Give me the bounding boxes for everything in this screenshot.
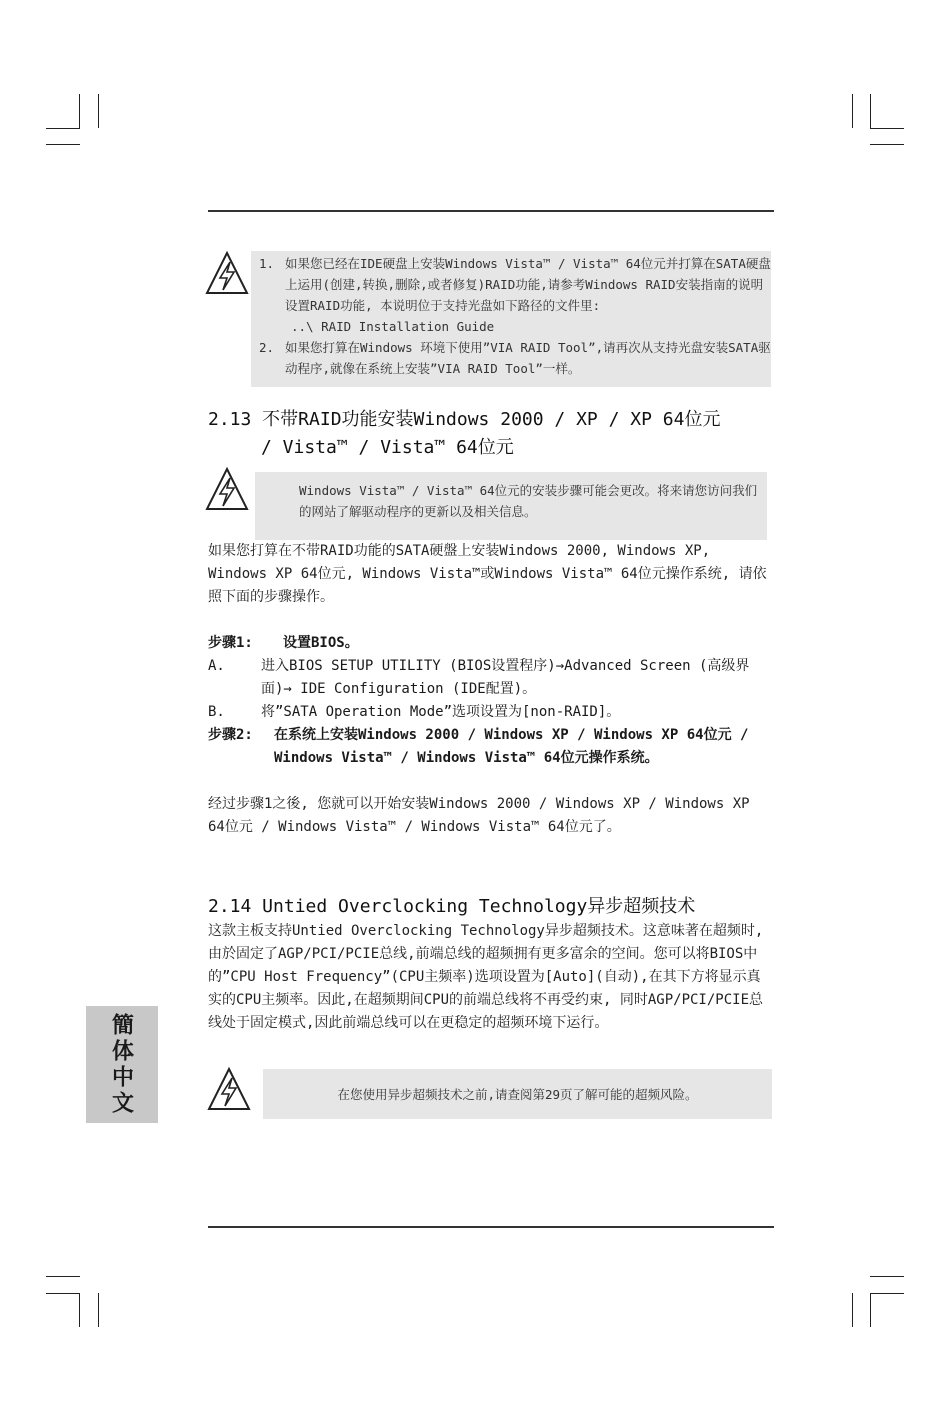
language-tab	[86, 1006, 158, 1123]
crop-mark	[46, 128, 80, 129]
crop-mark	[870, 1293, 871, 1327]
overclock-paragraph: 这款主板支持Untied Overclocking Technology异步超频技术。这意味著在超频时,由於固定了AGP/PCI/PCIE总线,前端总线的超频拥有更多富余的空间。您可以将BIOS中的”CPU Host Frequency”(CPU主频率)选项设置为[Auto](自动),在其下方将显示真实的CPU主频率。因此,在超频期间CPU的前端总线将不再受约束, 同时AGP/PCI/PCIE总线处于固定模式,因此前端总线可以在更稳定的超频环境下运行。	[208, 923, 764, 1031]
warning-icon	[204, 466, 250, 514]
intro-paragraph: 如果您打算在不带RAID功能的SATA硬盤上安装Windows 2000, Windows XP, Windows XP 64位元, Windows Vista™或Windows Vista™ 64位元操作系统, 请依照下面的步骤操作。	[208, 543, 767, 605]
after-step-paragraph: 经过步骤1之後, 您就可以开始安装Windows 2000 / Windows XP / Windows XP 64位元 / Windows Vista™ / Windows Vista™ 64位元了。	[208, 796, 750, 835]
crop-mark	[852, 94, 853, 128]
language-tab-label: 簡体中文	[108, 1012, 135, 1117]
crop-mark	[852, 1293, 853, 1327]
vista-note	[255, 472, 767, 540]
step-label: B.	[208, 704, 225, 720]
section-title-line: / Vista™ / Vista™ 64位元	[261, 437, 514, 458]
note-item-text: 如果您打算在Windows 环境下使用”VIA RAID Tool”,请再次从支持光盘安装SATA驱动程序,就像在系统上安装”VIA RAID Tool”一样。	[285, 340, 771, 376]
step-label: A.	[208, 658, 225, 674]
crop-mark	[870, 128, 904, 129]
step-text: 将”SATA Operation Mode”选项设置为[non-RAID]。	[261, 704, 621, 720]
crop-mark	[46, 1276, 80, 1277]
warning-icon	[204, 250, 250, 298]
raid-guide-path: ..\ RAID Installation Guide	[291, 319, 495, 334]
note-item-number: 2.	[259, 340, 275, 355]
header-rule	[208, 210, 774, 212]
note-item-number: 1.	[259, 256, 275, 271]
crop-mark	[870, 1276, 904, 1277]
section-title	[208, 406, 774, 462]
overclock-note	[263, 1069, 772, 1119]
note-item	[251, 253, 771, 337]
step-label: 步骤1:	[208, 635, 253, 651]
note-item	[251, 337, 771, 379]
crop-mark	[870, 94, 871, 128]
section-title: 2.14 Untied Overclocking Technology异步超频技术	[208, 896, 696, 917]
step-a	[208, 655, 774, 701]
step-text: 进入BIOS SETUP UTILITY (BIOS设置程序)→Advanced Screen (高级界面)→ IDE Configuration (IDE配置)。	[261, 658, 750, 697]
crop-mark	[98, 94, 99, 128]
crop-mark	[46, 144, 80, 145]
overclock-note-text: 在您使用异步超频技术之前,请查阅第29页了解可能的超频风险。	[337, 1086, 698, 1102]
vista-note-text: Windows Vista™ / Vista™ 64位元的安装步骤可能会更改。将来请您访问我们的网站了解驱动程序的更新以及相关信息。	[299, 483, 758, 519]
note-item-text: 如果您已经在IDE硬盘上安装Windows Vista™ / Vista™ 64位元并打算在SATA硬盘上运用(创建,转换,删除,或者修复)RAID功能,请参考Windows RAID安装指南的说明设置RAID功能, 本说明位于支持光盘如下路径的文件里:	[285, 256, 771, 313]
crop-mark	[870, 1293, 904, 1294]
step-title: 设置BIOS。	[283, 635, 359, 651]
section-title-line: 2.13 不带RAID功能安装Windows 2000 / XP / XP 64位元	[208, 409, 721, 430]
step-text: 在系统上安装Windows 2000 / Windows XP / Windows XP 64位元 / Windows Vista™ / Windows Vista™ 64位元操作系统。	[274, 727, 749, 766]
crop-mark	[79, 94, 80, 128]
crop-mark	[98, 1293, 99, 1327]
step-label: 步骤2:	[208, 727, 253, 743]
crop-mark	[46, 1293, 80, 1294]
warning-icon	[206, 1066, 252, 1114]
crop-mark	[79, 1293, 80, 1327]
raid-note	[251, 251, 771, 387]
crop-mark	[870, 144, 904, 145]
footer-rule	[208, 1226, 774, 1228]
